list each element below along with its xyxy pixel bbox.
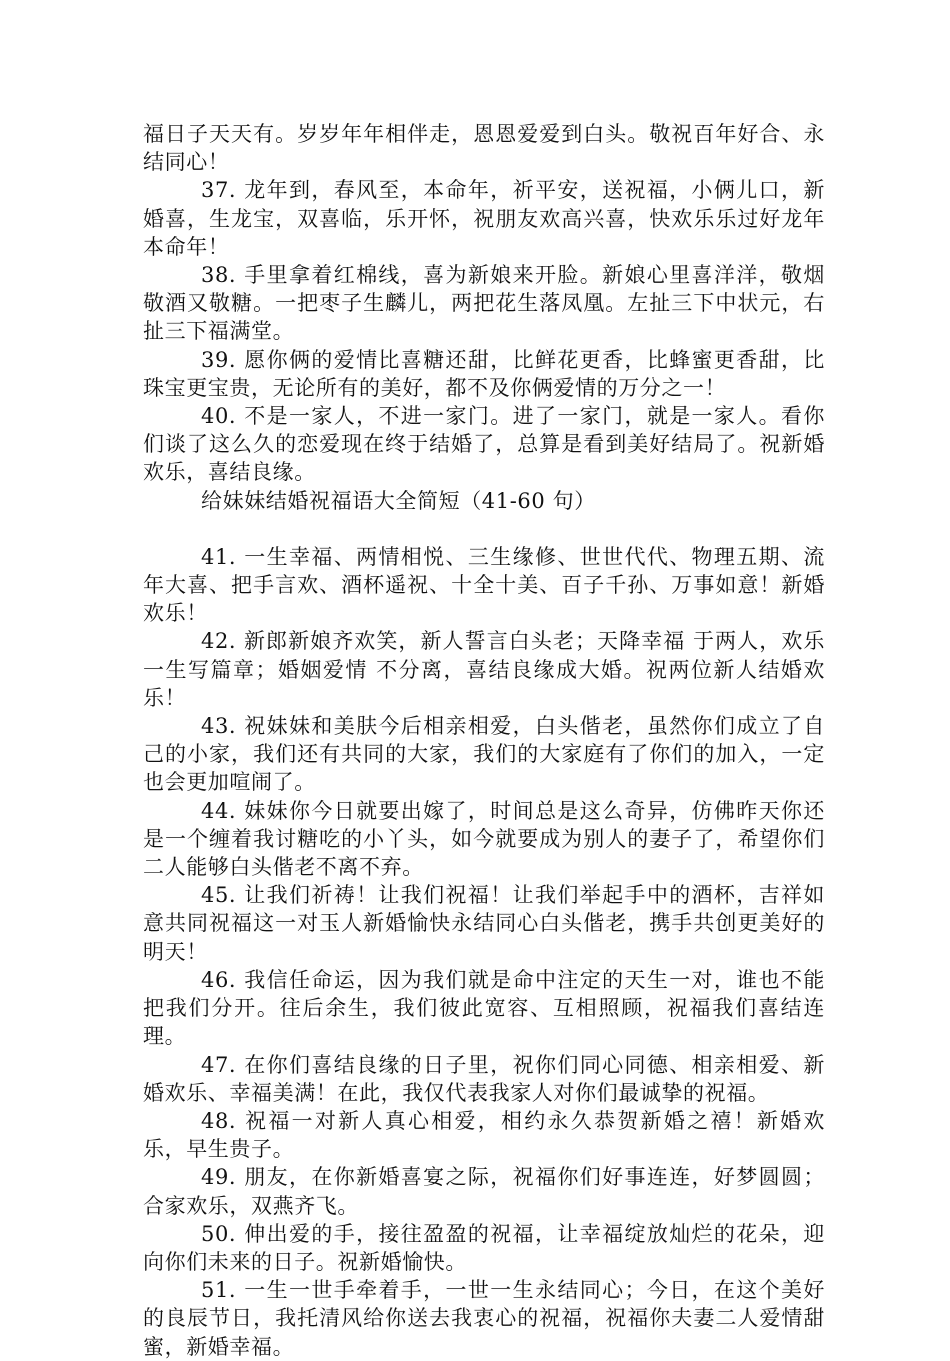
paragraph-37: 37. 龙年到，春风至，本命年，祈平安，送祝福，小俩儿口，新婚喜，生龙宝，双喜临，乐开怀，祝朋友欢高兴喜，快欢乐乐过好龙年本命年！ [143,178,825,259]
paragraph-43: 43. 祝妹妹和美肤今后相亲相爱，白头偕老，虽然你们成立了自己的小家，我们还有共同的大家，我们的大家庭有了你们的加入，一定也会更加喧闹了。 [143,714,825,795]
paragraph-continuation: 福日子天天有。岁岁年年相伴走，恩恩爱爱到白头。敬祝百年好合、永结同心！ [143,122,825,175]
paragraph-50: 50. 伸出爱的手，接往盈盈的祝福，让幸福绽放灿烂的花朵，迎向你们未来的日子。祝新婚愉快。 [143,1221,825,1274]
paragraph-47: 47. 在你们喜结良缘的日子里，祝你们同心同德、相亲相爱、新婚欢乐、幸福美满！在此，我仅代表我家人对你们最诚挚的祝福。 [143,1052,825,1105]
paragraphs-before-heading [143,120,825,487]
paragraph-40: 40. 不是一家人，不进一家门。进了一家门，就是一家人。看你们谈了这么久的恋爱现在终于结婚了，总算是看到美好结局了。祝新婚欢乐，喜结良缘。 [143,404,825,485]
paragraph-48: 48. 祝福一对新人真心相爱，相约永久恭贺新婚之禧！新婚欢乐，早生贵子。 [143,1108,825,1162]
paragraph-41: 41. 一生幸福、两情相悦、三生缘修、世世代代、物理五期、流年大喜、把手言欢、酒杯遥祝、十全十美、百子千孙、万事如意！新婚欢乐！ [143,544,825,626]
paragraph-44: 44. 妹妹你今日就要出嫁了，时间总是这么奇异，仿佛昨天你还是一个缠着我讨糖吃的小丫头，如今就要成为别人的妻子了，希望你们二人能够白头偕老不离不弃。 [143,798,825,880]
section-heading: 给妹妹结婚祝福语大全简短（41-60 句） [201,488,596,513]
paragraph-39: 39. 愿你俩的爱情比喜糖还甜，比鲜花更香，比蜂蜜更香甜，比珠宝更宝贵，无论所有的美好，都不及你俩爱情的万分之一！ [143,347,825,400]
paragraph-42: 42. 新郎新娘齐欢笑，新人誓言白头老；天降幸福 于两人，欢乐 一生写篇章；婚姻爱情 不分离，喜结良缘成大婚。祝两位新人结婚欢乐！ [143,629,825,710]
paragraphs-after-heading [143,543,825,1361]
paragraph-38: 38. 手里拿着红棉线，喜为新娘来开脸。新娘心里喜洋洋，敬烟敬酒又敬糖。一把枣子生麟儿，两把花生落凤凰。左扯三下中状元，右扯三下福满堂。 [143,263,825,344]
blank-line [143,515,825,543]
paragraph-49: 49. 朋友，在你新婚喜宴之际，祝福你们好事连连，好梦圆圆；合家欢乐，双燕齐飞。 [143,1165,825,1218]
paragraph-51: 51. 一生一世手牵着手，一世一生永结同心；今日，在这个美好的良辰节日，我托清风给你送去我衷心的祝福，祝福你夫妻二人爱情甜蜜，新婚幸福。 [143,1278,825,1359]
paragraph-46: 46. 我信任命运，因为我们就是命中注定的天生一对，谁也不能把我们分开。往后余生，我们彼此宽容、互相照顾，祝福我们喜结连理。 [143,967,825,1049]
document-body [143,120,825,1361]
paragraph-45: 45. 让我们祈祷！让我们祝福！让我们举起手中的酒杯，吉祥如意共同祝福这一对玉人新婚愉快永结同心白头偕老，携手共创更美好的明天！ [143,883,825,964]
